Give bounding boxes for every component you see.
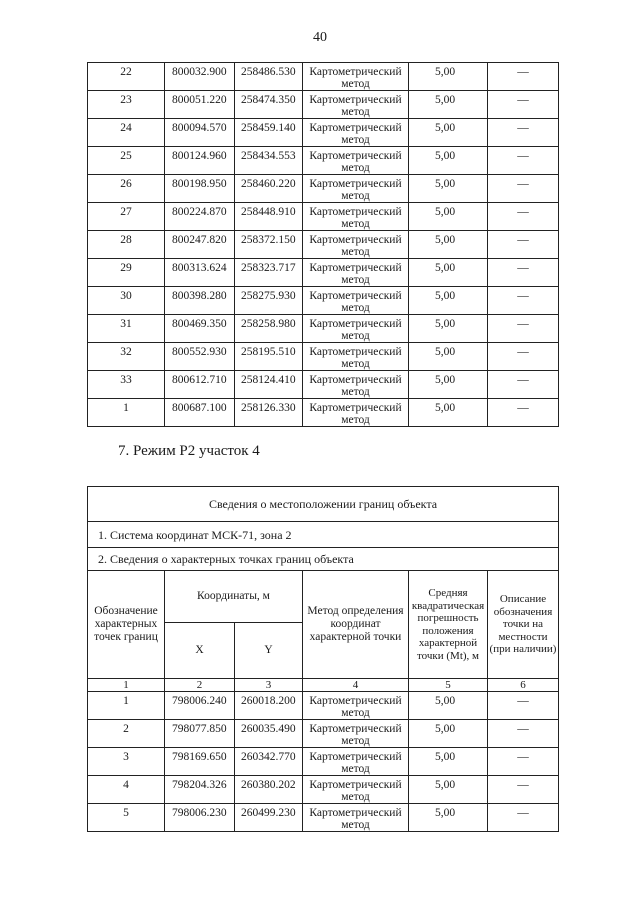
description-cell: —	[488, 371, 559, 399]
error-cell: 5,00	[409, 804, 488, 832]
point-number-cell: 30	[88, 287, 165, 315]
coordinate-system: 1. Система координат МСК-71, зона 2	[88, 522, 559, 548]
method-cell: Картометрический метод	[303, 315, 409, 343]
error-cell: 5,00	[409, 692, 488, 720]
method-cell: Картометрический метод	[303, 91, 409, 119]
x-coordinate-cell: 800124.960	[165, 147, 235, 175]
method-cell: Картометрический метод	[303, 748, 409, 776]
table-row	[88, 203, 559, 231]
method-cell: Картометрический метод	[303, 399, 409, 427]
x-coordinate-cell: 800247.820	[165, 231, 235, 259]
y-coordinate-cell: 258434.553	[235, 147, 303, 175]
error-cell: 5,00	[409, 231, 488, 259]
y-coordinate-cell: 258275.930	[235, 287, 303, 315]
method-cell: Картометрический метод	[303, 259, 409, 287]
point-number-cell: 2	[88, 720, 165, 748]
table-row	[88, 287, 559, 315]
x-coordinate-cell: 798169.650	[165, 748, 235, 776]
header-description: Описание обозначения точки на местности (при наличии)	[488, 571, 559, 679]
error-cell: 5,00	[409, 91, 488, 119]
y-coordinate-cell: 260342.770	[235, 748, 303, 776]
x-coordinate-cell: 800051.220	[165, 91, 235, 119]
column-numbers-row	[88, 679, 559, 692]
description-cell: —	[488, 748, 559, 776]
y-coordinate-cell: 258258.980	[235, 315, 303, 343]
point-number-cell: 26	[88, 175, 165, 203]
error-cell: 5,00	[409, 315, 488, 343]
coordinates-table-continued	[87, 62, 559, 427]
error-cell: 5,00	[409, 259, 488, 287]
point-number-cell: 1	[88, 399, 165, 427]
y-coordinate-cell: 258460.220	[235, 175, 303, 203]
table-row	[88, 91, 559, 119]
method-cell: Картометрический метод	[303, 231, 409, 259]
table-row	[88, 720, 559, 748]
table-row	[88, 259, 559, 287]
y-coordinate-cell: 258372.150	[235, 231, 303, 259]
y-coordinate-cell: 260035.490	[235, 720, 303, 748]
y-coordinate-cell: 260499.230	[235, 804, 303, 832]
description-cell: —	[488, 776, 559, 804]
error-cell: 5,00	[409, 371, 488, 399]
point-number-cell: 1	[88, 692, 165, 720]
x-coordinate-cell: 800612.710	[165, 371, 235, 399]
description-cell: —	[488, 287, 559, 315]
column-number: 6	[488, 679, 559, 692]
description-cell: —	[488, 692, 559, 720]
error-cell: 5,00	[409, 287, 488, 315]
y-coordinate-cell: 258195.510	[235, 343, 303, 371]
x-coordinate-cell: 798006.240	[165, 692, 235, 720]
method-cell: Картометрический метод	[303, 287, 409, 315]
x-coordinate-cell: 798077.850	[165, 720, 235, 748]
table-row	[88, 343, 559, 371]
description-cell: —	[488, 399, 559, 427]
section-heading: 7. Режим Р2 участок 4	[118, 443, 260, 459]
description-cell: —	[488, 343, 559, 371]
boundary-points-table	[87, 486, 559, 832]
y-coordinate-cell: 260380.202	[235, 776, 303, 804]
column-number: 5	[409, 679, 488, 692]
column-number: 3	[235, 679, 303, 692]
error-cell: 5,00	[409, 343, 488, 371]
point-number-cell: 3	[88, 748, 165, 776]
method-cell: Картометрический метод	[303, 804, 409, 832]
error-cell: 5,00	[409, 748, 488, 776]
table-row	[88, 399, 559, 427]
description-cell: —	[488, 315, 559, 343]
x-coordinate-cell: 800032.900	[165, 63, 235, 91]
header-designation: Обозначение характерных точек границ	[88, 571, 165, 679]
table-row	[88, 315, 559, 343]
method-cell: Картометрический метод	[303, 776, 409, 804]
y-coordinate-cell: 258459.140	[235, 119, 303, 147]
method-cell: Картометрический метод	[303, 371, 409, 399]
coordinates-table-body	[88, 63, 559, 427]
table-row	[88, 371, 559, 399]
y-coordinate-cell: 258126.330	[235, 399, 303, 427]
point-number-cell: 29	[88, 259, 165, 287]
error-cell: 5,00	[409, 399, 488, 427]
table-row	[88, 692, 559, 720]
description-cell: —	[488, 231, 559, 259]
point-number-cell: 5	[88, 804, 165, 832]
error-cell: 5,00	[409, 63, 488, 91]
y-coordinate-cell: 258448.910	[235, 203, 303, 231]
method-cell: Картометрический метод	[303, 175, 409, 203]
column-number: 1	[88, 679, 165, 692]
x-coordinate-cell: 800687.100	[165, 399, 235, 427]
description-cell: —	[488, 804, 559, 832]
y-coordinate-cell: 258124.410	[235, 371, 303, 399]
y-coordinate-cell: 260018.200	[235, 692, 303, 720]
description-cell: —	[488, 63, 559, 91]
point-number-cell: 24	[88, 119, 165, 147]
x-coordinate-cell: 800552.930	[165, 343, 235, 371]
error-cell: 5,00	[409, 175, 488, 203]
error-cell: 5,00	[409, 203, 488, 231]
page-number: 40	[313, 30, 327, 45]
column-number: 2	[165, 679, 235, 692]
description-cell: —	[488, 175, 559, 203]
x-coordinate-cell: 798006.230	[165, 804, 235, 832]
x-coordinate-cell: 800398.280	[165, 287, 235, 315]
point-number-cell: 27	[88, 203, 165, 231]
method-cell: Картометрический метод	[303, 203, 409, 231]
description-cell: —	[488, 203, 559, 231]
description-cell: —	[488, 720, 559, 748]
method-cell: Картометрический метод	[303, 720, 409, 748]
x-coordinate-cell: 800469.350	[165, 315, 235, 343]
table-row	[88, 119, 559, 147]
x-coordinate-cell: 800313.624	[165, 259, 235, 287]
column-number: 4	[303, 679, 409, 692]
x-coordinate-cell: 800198.950	[165, 175, 235, 203]
point-number-cell: 32	[88, 343, 165, 371]
description-cell: —	[488, 119, 559, 147]
header-method: Метод определения координат характерной точки	[303, 571, 409, 679]
header-coordinates: Координаты, м	[165, 571, 303, 623]
point-number-cell: 23	[88, 91, 165, 119]
point-number-cell: 4	[88, 776, 165, 804]
x-coordinate-cell: 798204.326	[165, 776, 235, 804]
table-row	[88, 231, 559, 259]
table-title: Сведения о местоположении границ объекта	[88, 487, 559, 522]
points-caption: 2. Сведения о характерных точках границ объекта	[88, 548, 559, 571]
header-y: Y	[235, 623, 303, 679]
table-row	[88, 63, 559, 91]
description-cell: —	[488, 91, 559, 119]
point-number-cell: 25	[88, 147, 165, 175]
table-row	[88, 776, 559, 804]
error-cell: 5,00	[409, 720, 488, 748]
method-cell: Картометрический метод	[303, 119, 409, 147]
error-cell: 5,00	[409, 147, 488, 175]
point-number-cell: 33	[88, 371, 165, 399]
error-cell: 5,00	[409, 119, 488, 147]
x-coordinate-cell: 800094.570	[165, 119, 235, 147]
header-error: Средняя квадратическая погрешность положения характерной точки (Mt), м	[409, 571, 488, 679]
method-cell: Картометрический метод	[303, 343, 409, 371]
method-cell: Картометрический метод	[303, 692, 409, 720]
point-number-cell: 31	[88, 315, 165, 343]
table-row	[88, 175, 559, 203]
point-number-cell: 22	[88, 63, 165, 91]
method-cell: Картометрический метод	[303, 63, 409, 91]
description-cell: —	[488, 147, 559, 175]
table-row	[88, 147, 559, 175]
point-number-cell: 28	[88, 231, 165, 259]
x-coordinate-cell: 800224.870	[165, 203, 235, 231]
y-coordinate-cell: 258474.350	[235, 91, 303, 119]
y-coordinate-cell: 258486.530	[235, 63, 303, 91]
error-cell: 5,00	[409, 776, 488, 804]
method-cell: Картометрический метод	[303, 147, 409, 175]
y-coordinate-cell: 258323.717	[235, 259, 303, 287]
description-cell: —	[488, 259, 559, 287]
table-row	[88, 804, 559, 832]
table-row	[88, 748, 559, 776]
header-x: X	[165, 623, 235, 679]
